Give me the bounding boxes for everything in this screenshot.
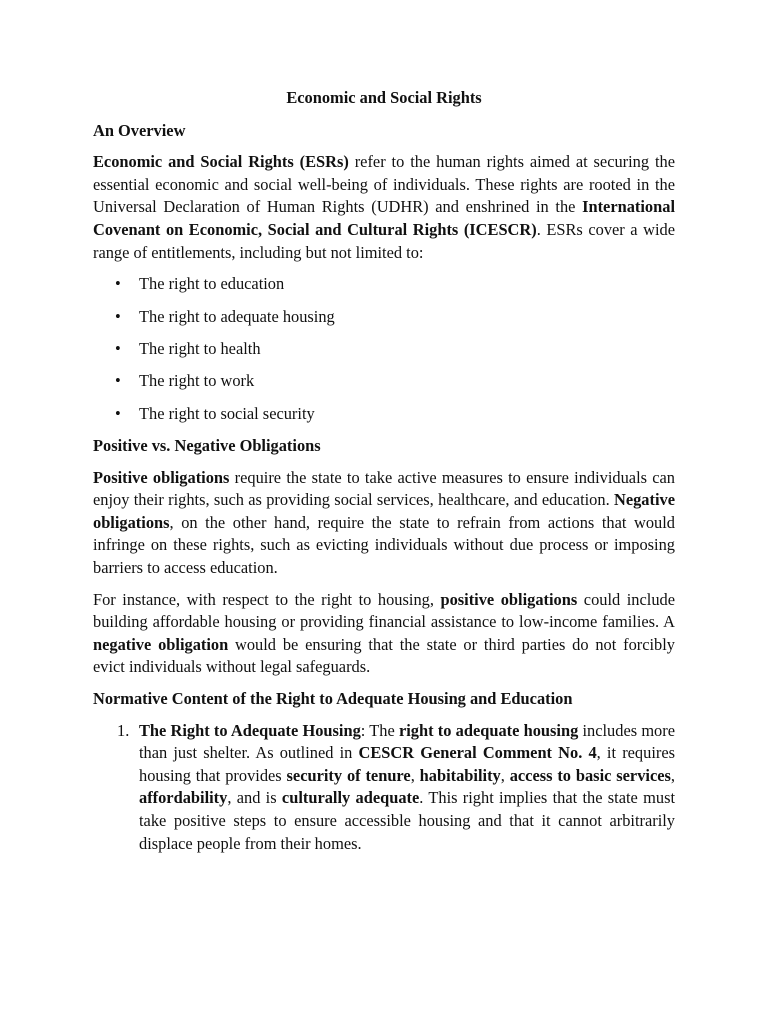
document-title: Economic and Social Rights [286, 88, 482, 107]
bullet-item-health [93, 338, 675, 361]
bullet-text: The right to work [139, 371, 255, 391]
document-page [93, 87, 675, 855]
item-term-culturally-adequate: culturally adequate [281, 788, 420, 808]
item-term-adequate-housing: right to adequate housing [398, 720, 579, 740]
example-text-2: could include building affordable housing or providing financial assistance to low-income families. A [93, 589, 675, 632]
overview-intro-paragraph [93, 151, 675, 264]
example-text-1: For instance, with respect to the right to housing, [93, 589, 441, 609]
item-term-affordability: affordability [139, 788, 228, 808]
item-text: , [670, 765, 675, 785]
bullet-text: The right to adequate housing [139, 306, 335, 326]
item-text: , [500, 765, 510, 785]
term-negative-obligations: Negative obligations [93, 490, 675, 532]
bullet-item-social-security [93, 403, 675, 426]
term-negative-obligation: negative obligation [93, 634, 229, 654]
item-text: , it requires housing that provides [139, 743, 675, 785]
obligations-paragraph-2 [93, 589, 675, 679]
item-text: , [410, 765, 420, 785]
item-text: : The [360, 720, 399, 740]
bullet-text: The right to health [139, 338, 261, 358]
obligations-paragraph-1 [93, 467, 675, 580]
obligations-text-1: require the state to take active measures to ensure individuals can enjoy their rights, such as providing social services, healthcare, and education. [93, 467, 676, 510]
obligations-text-2: , on the other hand, require the state to refrain from actions that would infringe on these rights, such as evicting individuals without due process or imposing barriers to access education. [93, 512, 675, 578]
item-term-right-to-housing: The Right to Adequate Housing [139, 720, 361, 740]
bullet-dot: • [115, 403, 121, 423]
numbered-item-housing [93, 720, 675, 856]
normative-numbered-list [93, 720, 675, 856]
section-heading-overview: An Overview [93, 120, 186, 140]
term-positive-obligations: positive obligations [440, 589, 578, 609]
bullet-text: The right to social security [139, 403, 315, 423]
bullet-item-housing [93, 306, 675, 329]
item-text: . This right implies that the state must take positive steps to ensure accessible housing and that it cannot arbitrarily displace people from their homes. [139, 788, 676, 853]
item-term-habitability: habitability [419, 765, 501, 785]
bullet-dot: • [115, 306, 121, 326]
item-text: includes more than just shelter. As outlined in [139, 720, 675, 763]
rights-bullet-list [93, 273, 675, 425]
item-body [139, 720, 675, 856]
bullet-dot: • [115, 371, 121, 391]
section-heading-normative-content: Normative Content of the Right to Adequate Housing and Education [93, 689, 573, 709]
bullet-item-work [93, 370, 675, 393]
item-text: , and is [227, 788, 282, 808]
bullet-dot: • [115, 274, 121, 294]
bullet-dot: • [115, 338, 121, 358]
item-term-general-comment: CESCR General Comment No. 4 [358, 743, 597, 763]
item-term-basic-services: access to basic services [509, 765, 671, 785]
term-positive-obligations: Positive obligations [93, 467, 230, 487]
example-text-3: would be ensuring that the state or third parties do not forcibly evict individuals without legal safeguards. [93, 634, 675, 677]
section-heading-obligations: Positive vs. Negative Obligations [93, 436, 321, 456]
intro-text-2: . ESRs cover a wide range of entitlements, including but not limited to: [93, 219, 675, 262]
term-icescr: International Covenant on Economic, Social and Cultural Rights (ICESCR) [93, 197, 675, 239]
item-number: 1. [117, 720, 130, 740]
bullet-item-education [93, 273, 675, 296]
bullet-text: The right to education [139, 274, 285, 294]
item-term-security-of-tenure: security of tenure [286, 765, 411, 785]
intro-text-1: refer to the human rights aimed at securing the essential economic and social well-being of individuals. These rights are rooted in the Universal Declaration of Human Rights (UDHR) and enshrined in the [93, 152, 675, 217]
term-esrs: Economic and Social Rights (ESRs) [93, 152, 349, 172]
